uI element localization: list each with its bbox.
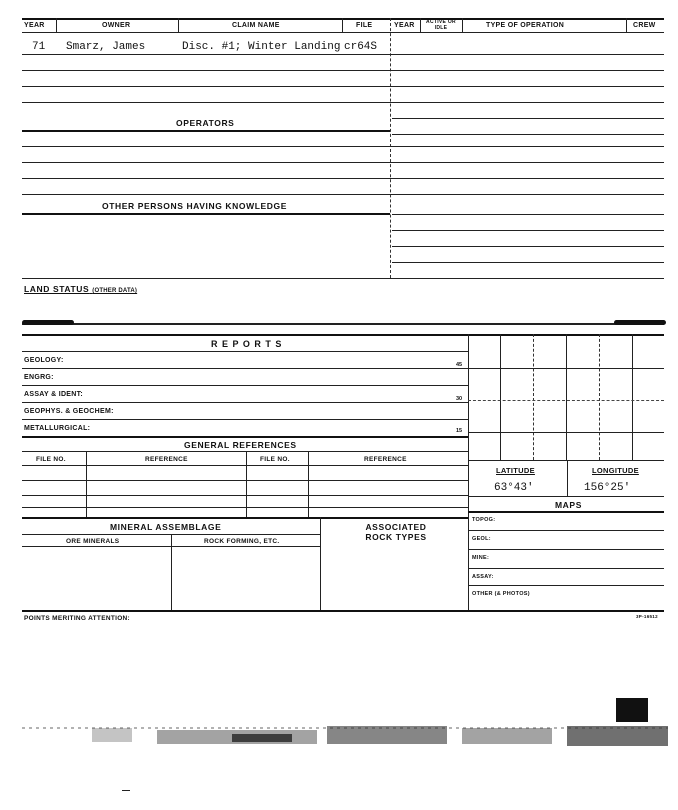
report-assay-ident: ASSAY & IDENT: xyxy=(24,391,84,398)
header-year-2: YEAR xyxy=(394,22,415,29)
col-sep xyxy=(626,18,627,32)
header-type-of-operation: TYPE OF OPERATION xyxy=(486,22,565,29)
row-line xyxy=(392,246,664,247)
maps-other: OTHER (& PHOTOS) xyxy=(472,591,530,597)
smear xyxy=(614,320,666,325)
row-line xyxy=(468,511,664,513)
maps-geol: GEOL: xyxy=(472,536,491,542)
row-line xyxy=(22,86,664,87)
row-line xyxy=(22,495,468,496)
row-line xyxy=(22,178,664,179)
row-line xyxy=(468,585,664,586)
report-metallurgical: METALLURGICAL: xyxy=(24,425,91,432)
grid-col xyxy=(533,334,534,460)
ref-reference-2: REFERENCE xyxy=(364,456,407,463)
land-status-note: (OTHER DATA) xyxy=(92,288,138,294)
col-sep xyxy=(56,18,57,32)
row-line xyxy=(22,385,468,386)
land-status-label: LAND STATUS xyxy=(24,284,90,294)
mineral-assemblage-heading: MINERAL ASSEMBLAGE xyxy=(110,522,222,532)
row-line xyxy=(392,262,664,263)
grid-row xyxy=(468,460,664,461)
col-sep xyxy=(246,451,247,517)
reports-heading: R E P O R T S xyxy=(211,339,283,349)
row-line xyxy=(468,530,664,531)
scan-artifact-block xyxy=(616,698,648,722)
reports-top-rule xyxy=(22,334,664,336)
header-file: FILE xyxy=(356,22,373,29)
grid-row xyxy=(468,432,664,433)
header-active-idle: ACTIVE OR IDLE xyxy=(426,19,456,31)
other-persons-heading: OTHER PERSONS HAVING KNOWLEDGE xyxy=(102,201,288,211)
row-line xyxy=(22,419,468,420)
ref-file-no-2: FILE NO. xyxy=(260,456,290,463)
row-line xyxy=(22,517,468,519)
maps-assay: ASSAY: xyxy=(472,574,494,580)
maps-topog: TOPOG: xyxy=(472,517,496,523)
header-owner: OWNER xyxy=(102,22,131,29)
maps-mine: MINE: xyxy=(472,555,490,561)
associated-rock-types-heading: ASSOCIATED ROCK TYPES xyxy=(365,522,427,542)
form-number: 3P-16512 xyxy=(636,614,658,619)
row-line xyxy=(22,162,664,163)
grid-col xyxy=(632,334,633,460)
record-claim-name: Disc. #1; Winter Landing xyxy=(182,41,341,53)
smear xyxy=(22,320,74,325)
maps-heading: MAPS xyxy=(555,500,582,510)
header-claim-name: CLAIM NAME xyxy=(232,22,280,29)
latitude-label: LATITUDE xyxy=(496,466,535,475)
record-owner: Smarz, James xyxy=(66,41,146,53)
col-sep xyxy=(171,534,172,610)
col-sep xyxy=(308,451,309,517)
grid-row xyxy=(468,368,664,369)
report-mark: 45 xyxy=(456,362,463,368)
report-geology: GEOLOGY: xyxy=(24,357,64,364)
mineral-bottom-rule xyxy=(22,610,664,612)
row-line xyxy=(22,451,468,452)
report-engrg: ENGRG: xyxy=(24,374,54,381)
header-year: YEAR xyxy=(24,22,45,29)
report-geophys-geochem: GEOPHYS. & GEOCHEM: xyxy=(24,408,114,415)
scan-noise-band xyxy=(22,722,668,750)
col-sep xyxy=(342,18,343,32)
scan-speck xyxy=(122,790,130,791)
operators-rule xyxy=(22,130,390,132)
row-line xyxy=(468,549,664,550)
grid-row xyxy=(468,400,664,401)
row-line xyxy=(392,134,664,135)
longitude-label: LONGITUDE xyxy=(592,466,639,475)
center-divider xyxy=(390,18,391,278)
ref-reference: REFERENCE xyxy=(145,456,188,463)
row-line xyxy=(22,102,664,103)
grid-col xyxy=(500,334,501,460)
row-line xyxy=(22,146,664,147)
ore-minerals-label: ORE MINERALS xyxy=(66,538,120,545)
row-line xyxy=(22,194,664,195)
row-line xyxy=(22,480,468,481)
record-file: cr64S xyxy=(344,41,378,53)
row-line xyxy=(468,568,664,569)
land-status-rule xyxy=(22,323,664,325)
col-sep xyxy=(420,18,421,32)
row-line xyxy=(22,507,468,508)
rock-forming-label: ROCK FORMING, ETC. xyxy=(204,538,280,545)
row-line xyxy=(22,278,664,279)
header-top-rule xyxy=(22,18,664,20)
general-references-heading: GENERAL REFERENCES xyxy=(184,440,297,450)
latitude-value: 63°43' xyxy=(494,482,534,494)
col-sep xyxy=(462,18,463,32)
col-sep xyxy=(320,517,321,610)
row-line xyxy=(22,54,664,55)
row-line xyxy=(392,214,664,215)
longitude-value: 156°25' xyxy=(584,482,631,494)
header-bottom-rule xyxy=(22,32,664,33)
row-line xyxy=(22,436,468,438)
row-line xyxy=(392,230,664,231)
operators-heading: OPERATORS xyxy=(176,118,235,128)
row-line xyxy=(22,351,468,352)
ref-file-no: FILE NO. xyxy=(36,456,66,463)
row-line xyxy=(22,402,468,403)
other-persons-rule xyxy=(22,213,390,215)
row-line xyxy=(22,70,664,71)
grid-col xyxy=(566,334,567,460)
record-year: 71 xyxy=(32,41,46,53)
row-line xyxy=(22,368,468,369)
report-mark: 15 xyxy=(456,428,463,434)
col-sep xyxy=(178,18,179,32)
report-mark: 30 xyxy=(456,396,463,402)
grid-col xyxy=(599,334,600,460)
points-meriting-attention-label: POINTS MERITING ATTENTION: xyxy=(24,615,131,622)
header-crew: CREW xyxy=(633,22,656,29)
row-line xyxy=(468,496,664,497)
row-line xyxy=(392,118,664,119)
land-status-heading xyxy=(24,284,137,294)
coord-sep xyxy=(567,460,568,496)
col-sep xyxy=(86,451,87,517)
row-line xyxy=(22,465,468,466)
